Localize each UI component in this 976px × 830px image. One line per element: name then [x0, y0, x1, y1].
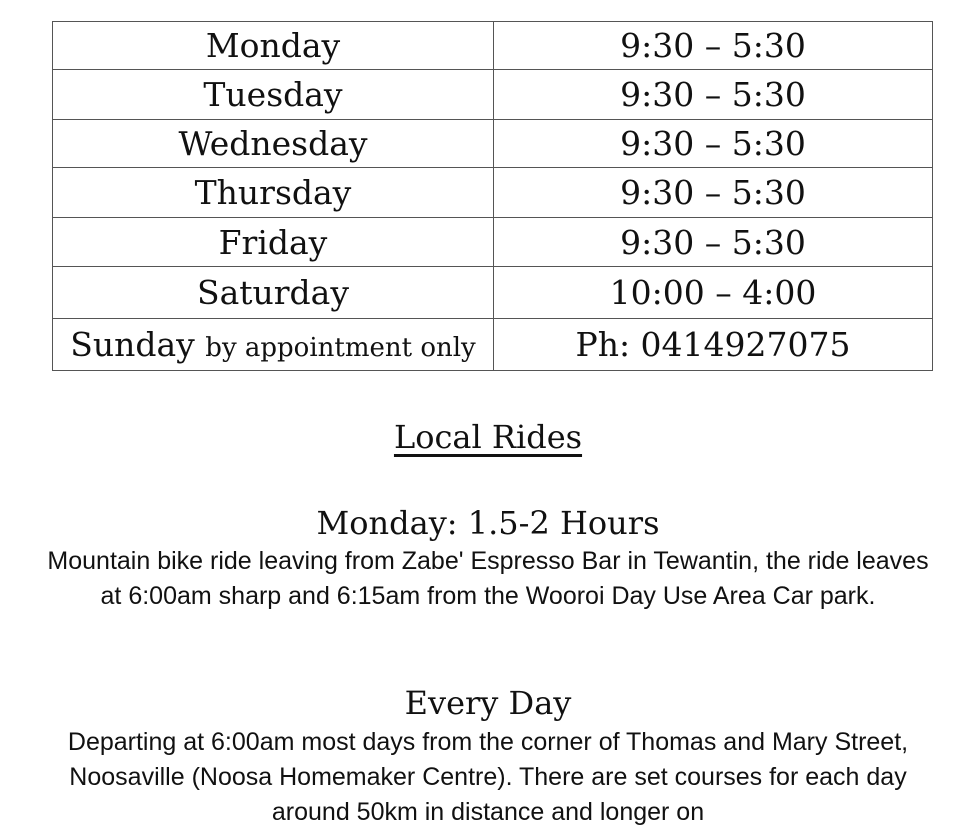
time-cell: 9:30 – 5:30 [494, 168, 933, 218]
table-row [53, 22, 933, 70]
time-cell: 9:30 – 5:30 [494, 120, 933, 168]
table-row [53, 319, 933, 371]
day-cell [53, 319, 494, 371]
time-cell: 9:30 – 5:30 [494, 70, 933, 120]
time-cell: 9:30 – 5:30 [494, 218, 933, 267]
table-row [53, 267, 933, 319]
opening-hours-table [52, 21, 933, 371]
phone-cell: Ph: 0414927075 [494, 319, 933, 371]
day-cell: Friday [53, 218, 494, 267]
monday-ride-heading: Monday: 1.5-2 Hours [316, 504, 660, 542]
day-cell: Monday [53, 22, 494, 70]
every-day-heading: Every Day [404, 684, 572, 722]
section-title: Local Rides [393, 418, 583, 456]
monday-ride-description: Mountain bike ride leaving from Zabe' Espresso Bar in Tewantin, the ride leaves at 6:00am sharp and 6:15am from the Wooroi Day Use Area Car park. [47, 547, 929, 610]
time-cell: 10:00 – 4:00 [494, 267, 933, 319]
day-label: Sunday [70, 325, 195, 364]
table-row [53, 70, 933, 120]
every-day-description: Departing at 6:00am most days from the corner of Thomas and Mary Street, Noosaville (Noosa Homemaker Centre). There are set courses for each day around 50km in distance and longer on [67, 728, 909, 826]
day-cell: Saturday [53, 267, 494, 319]
table-row [53, 218, 933, 267]
appointment-note: by appointment only [205, 333, 476, 363]
table-row [53, 120, 933, 168]
day-cell: Wednesday [53, 120, 494, 168]
table-row [53, 168, 933, 218]
day-cell: Thursday [53, 168, 494, 218]
time-cell: 9:30 – 5:30 [494, 22, 933, 70]
day-cell: Tuesday [53, 70, 494, 120]
